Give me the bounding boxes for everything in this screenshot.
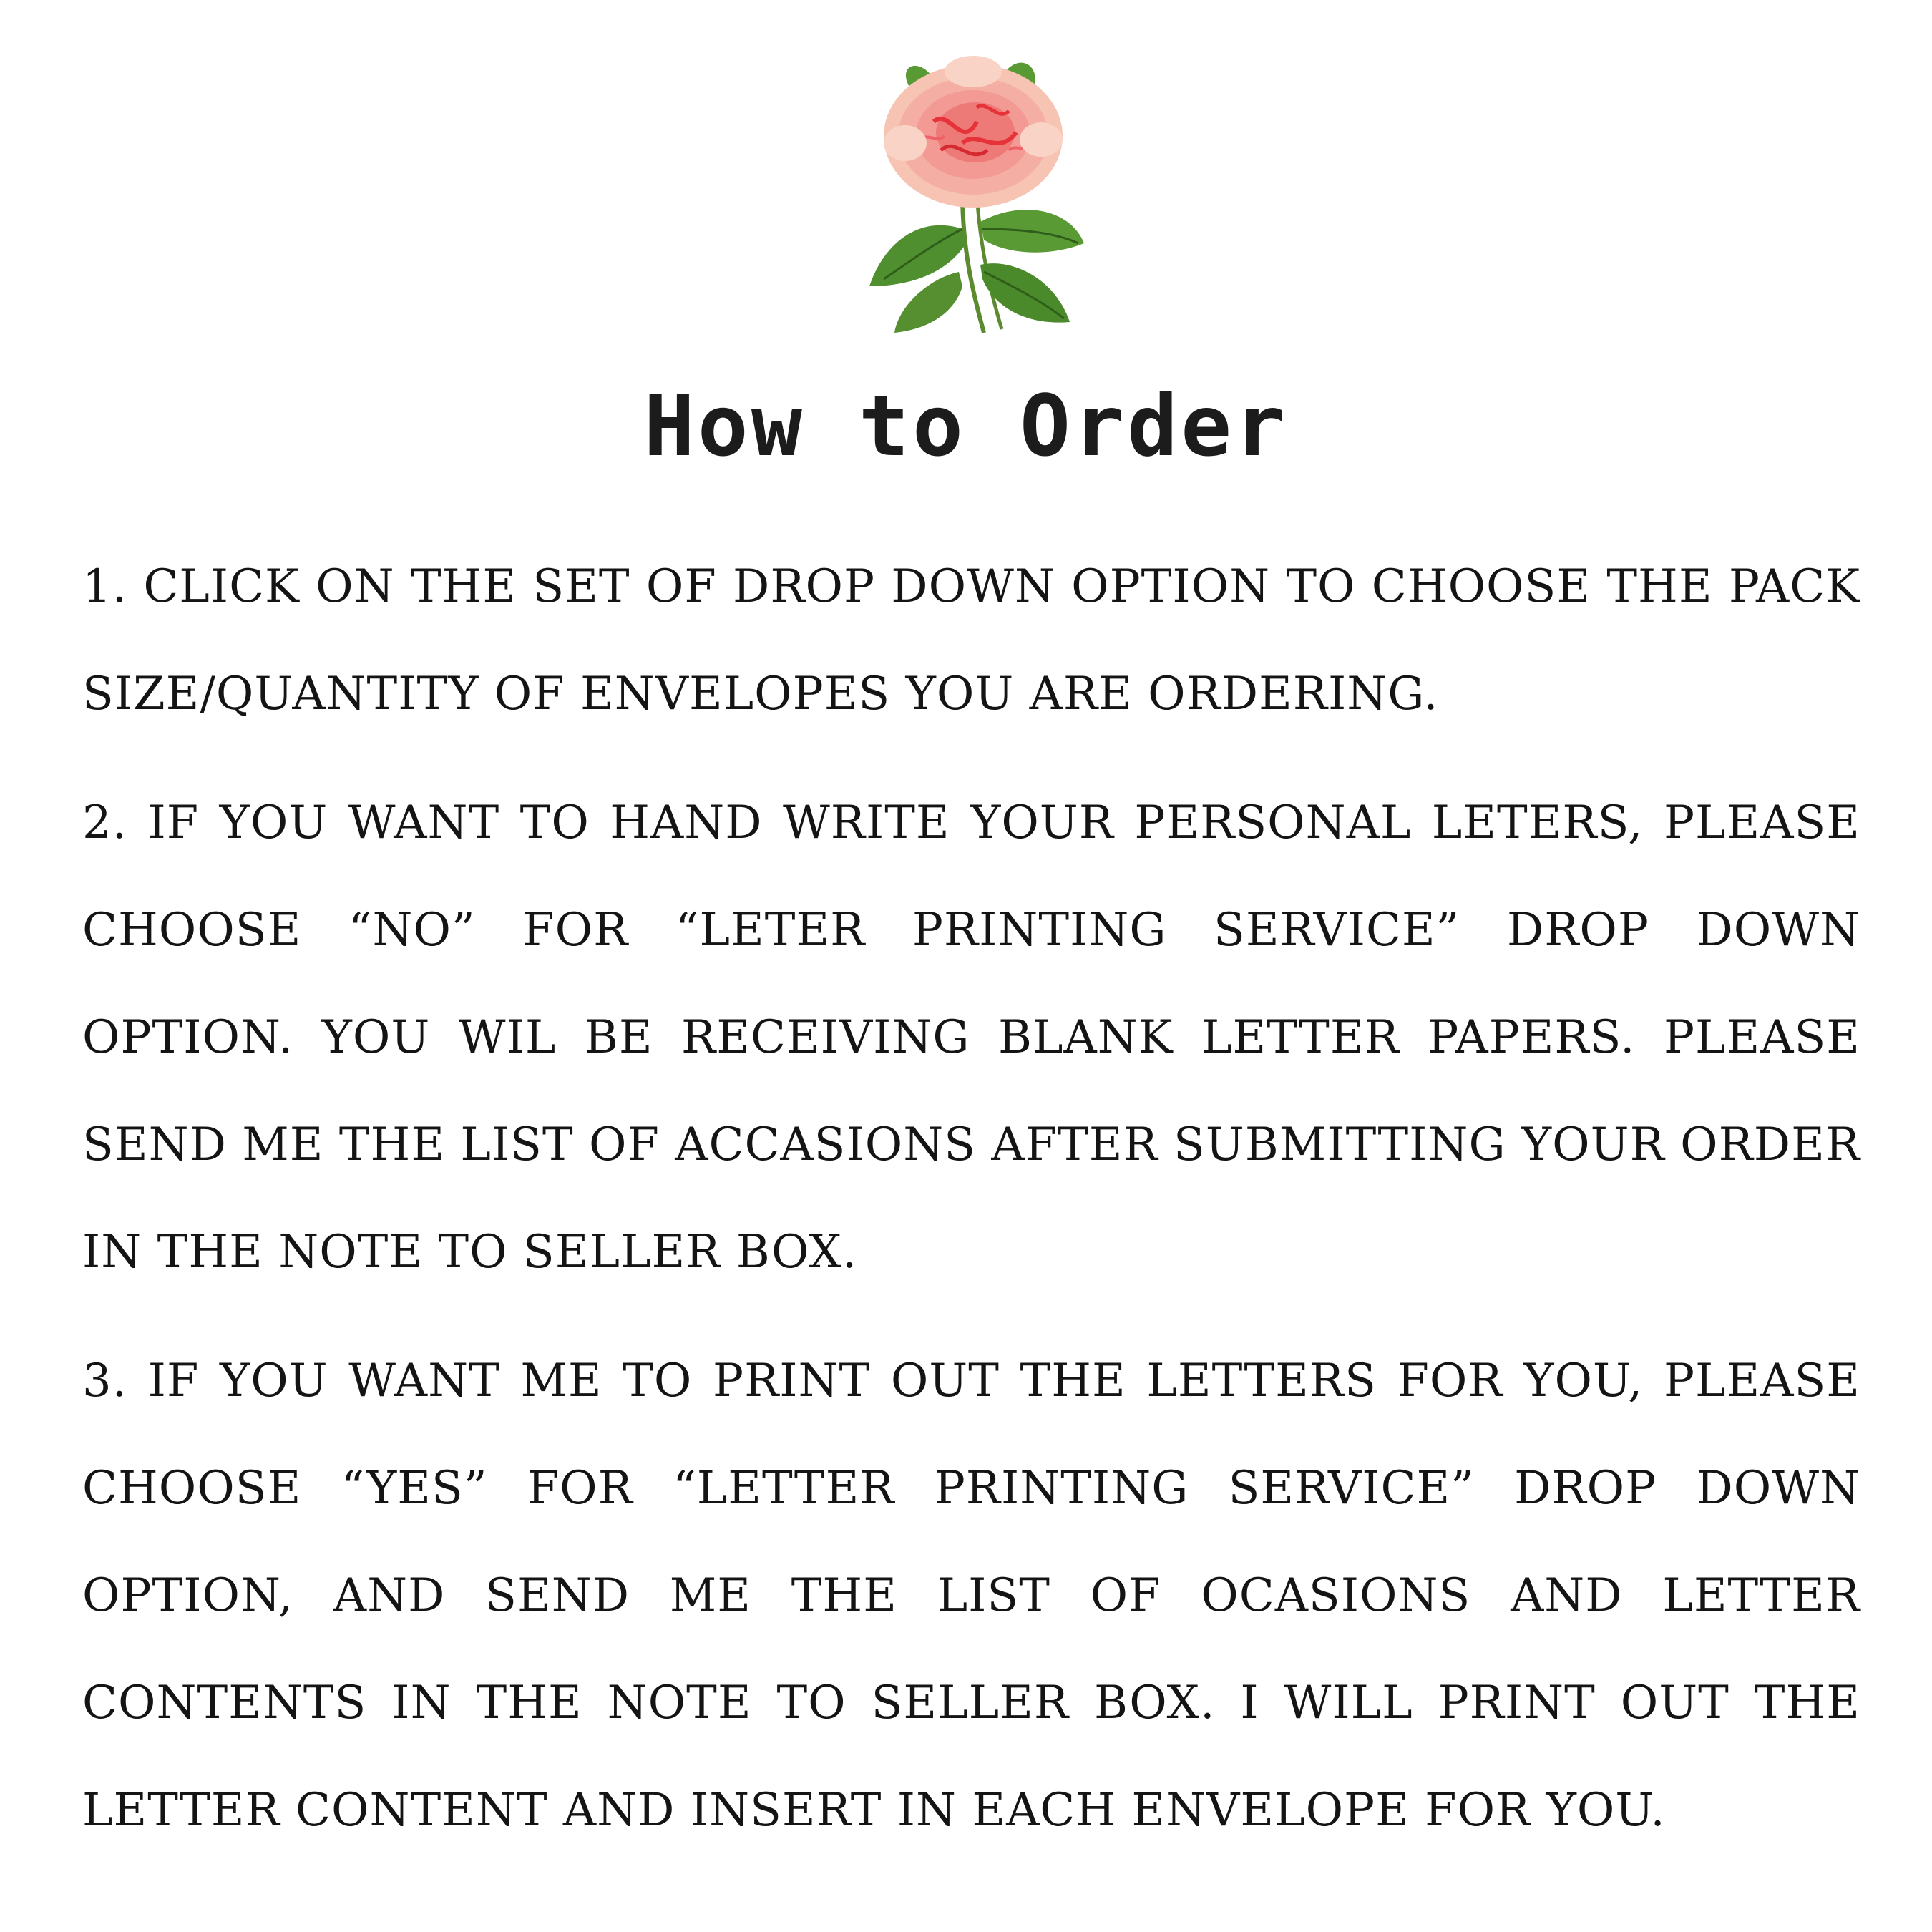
instruction-step-1: 1. CLICK ON THE SET OF DROP DOWN OPTION TO CHOOSE THE PACK SIZE/QUANTITY OF ENVELOPES YOU ARE ORDERING. <box>82 560 1860 721</box>
page-title: How to Order <box>643 376 1289 475</box>
instruction-step-2: 2. IF YOU WANT TO HAND WRITE YOUR PERSONAL LETERS, PLEASE CHOOSE “NO” FOR “LETER PRINTING SERVICE” DROP DOWN OPTION. YOU WIL BE RECEIVING BLANK LETTER PAPERS. PLEASE SEND ME THE LIST OF ACCASIONS AFTER SUBMITTING YOUR ORDER IN THE NOTE TO SELLER BOX. <box>82 796 1860 1279</box>
instruction-step-3: 3. IF YOU WANT ME TO PRINT OUT THE LETTERS FOR YOU, PLEASE CHOOSE “YES” FOR “LETTER PRINTING SERVICE” DROP DOWN OPTION, AND SEND ME THE LIST OF OCASIONS AND LETTER CONTENTS IN THE NOTE TO SELLER BOX. I WILL PRINT OUT THE LETTER CONTENT AND INSERT IN EACH ENVELOPE FOR YOU. <box>82 1355 1860 1837</box>
peony-flower-icon <box>855 50 1091 336</box>
instruction-list <box>82 533 1860 1885</box>
